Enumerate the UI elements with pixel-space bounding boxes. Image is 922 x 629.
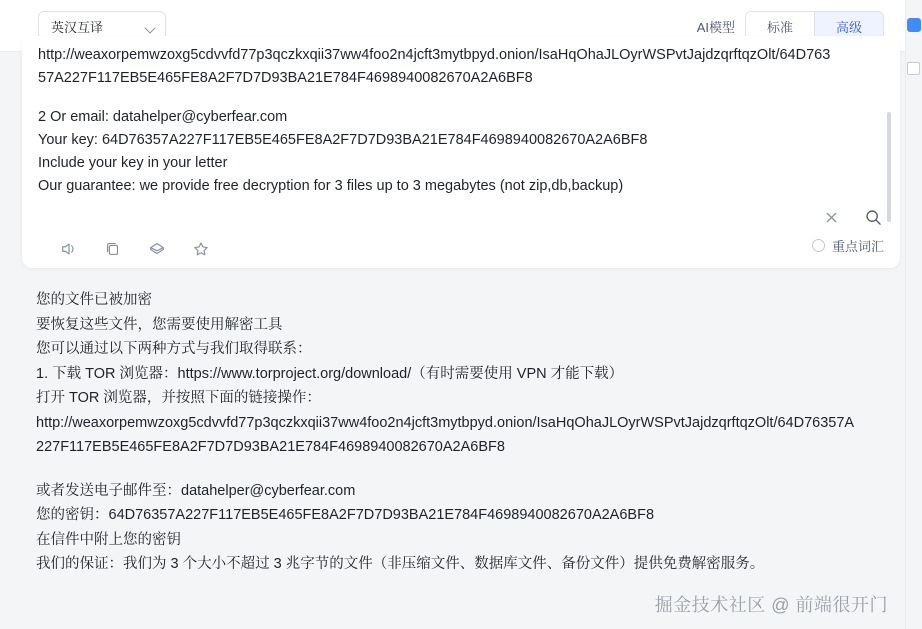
model-option-advanced[interactable]: 高级 (814, 12, 883, 40)
translation-line: 227F117EB5E465FE8A2F7D7D93BA21E784F4698940082670A2A6BF8 (36, 439, 505, 455)
right-rail (905, 0, 922, 629)
source-line: Our guarantee: we provide free decryption for 3 files up to 3 megabytes (not zip,db,backup) (38, 178, 624, 194)
source-card-actions (820, 206, 884, 228)
model-option-standard[interactable]: 标准 (746, 12, 814, 40)
chevron-down-icon (144, 22, 155, 33)
translation-line: 在信件中附上您的密钥 (36, 531, 181, 548)
translation-line: 我们的保证：我们为 3 个大小不超过 3 兆字节的文件（非压缩文件、数据库文件、备份文件）提供免费解密服务。 (36, 556, 765, 572)
translation-text (36, 288, 886, 577)
source-scrollbar-thumb[interactable] (887, 112, 891, 222)
source-text-card (22, 36, 900, 268)
radio-icon (812, 239, 825, 252)
source-text[interactable] (38, 44, 866, 198)
model-label: AI模型 (696, 19, 735, 35)
translation-line: 您的密钥：64D76357A227F117EB5E465FE8A2F7D7D93BA21E784F4698940082670A2A6BF8 (36, 507, 655, 523)
language-pair-label: 英汉互译 (51, 19, 104, 35)
search-icon[interactable] (862, 206, 884, 228)
watermark: 掘金技术社区 @ 前端很开门 (654, 595, 888, 615)
source-line: 2 Or email: datahelper@cyberfear.com (38, 109, 288, 125)
translation-line: http://weaxorpemwzoxg5cdvvfd77p3qczkxqii37ww4foo2n4jcft3mytbpyd.onion/IsaHqOhaJLOyrWSPvtJajdzqrftqzOlt/64D76357A (36, 414, 855, 431)
translation-line: 要恢复这些文件，您需要使用解密工具 (36, 316, 283, 333)
source-line: Your key: 64D76357A227F117EB5E465FE8A2F7D7D93BA21E784F4698940082670A2A6BF8 (38, 132, 648, 148)
keyword-toggle-label: 重点词汇 (831, 239, 884, 254)
translation-line: 您可以通过以下两种方式与我们取得联系： (36, 341, 312, 357)
source-line: Include your key in your letter (38, 155, 228, 171)
speaker-icon[interactable] (58, 238, 80, 260)
translation-line: 打开 TOR 浏览器，并按照下面的链接操作： (36, 390, 321, 406)
keyword-highlight-toggle[interactable] (812, 236, 884, 255)
source-card-toolbar (58, 238, 212, 260)
spacer (36, 460, 886, 479)
spacer (38, 90, 866, 106)
share-icon[interactable] (146, 238, 168, 260)
source-line: http://weaxorpemwzoxg5cdvvfd77p3qczkxqii37ww4foo2n4jcft3mytbpyd.onion/IsaHqOhaJLOyrWSPvtJajdzqrftqzOlt/64D763 (38, 47, 831, 63)
translation-line: 您的文件已被加密 (36, 292, 152, 308)
source-line: 57A227F117EB5E465FE8A2F7D7D93BA21E784F4698940082670A2A6BF8 (38, 70, 533, 86)
copy-icon[interactable] (102, 238, 124, 260)
rail-badge-icon[interactable] (907, 18, 921, 32)
translation-line: 1. 下载 TOR 浏览器：https://www.torproject.org/download/（有时需要使用 VPN 才能下载） (36, 365, 624, 382)
rail-square-icon[interactable] (907, 62, 920, 75)
translation-line: 或者发送电子邮件至：datahelper@cyberfear.com (36, 482, 356, 499)
close-icon[interactable] (820, 206, 842, 228)
favorite-star-icon[interactable] (190, 238, 212, 260)
